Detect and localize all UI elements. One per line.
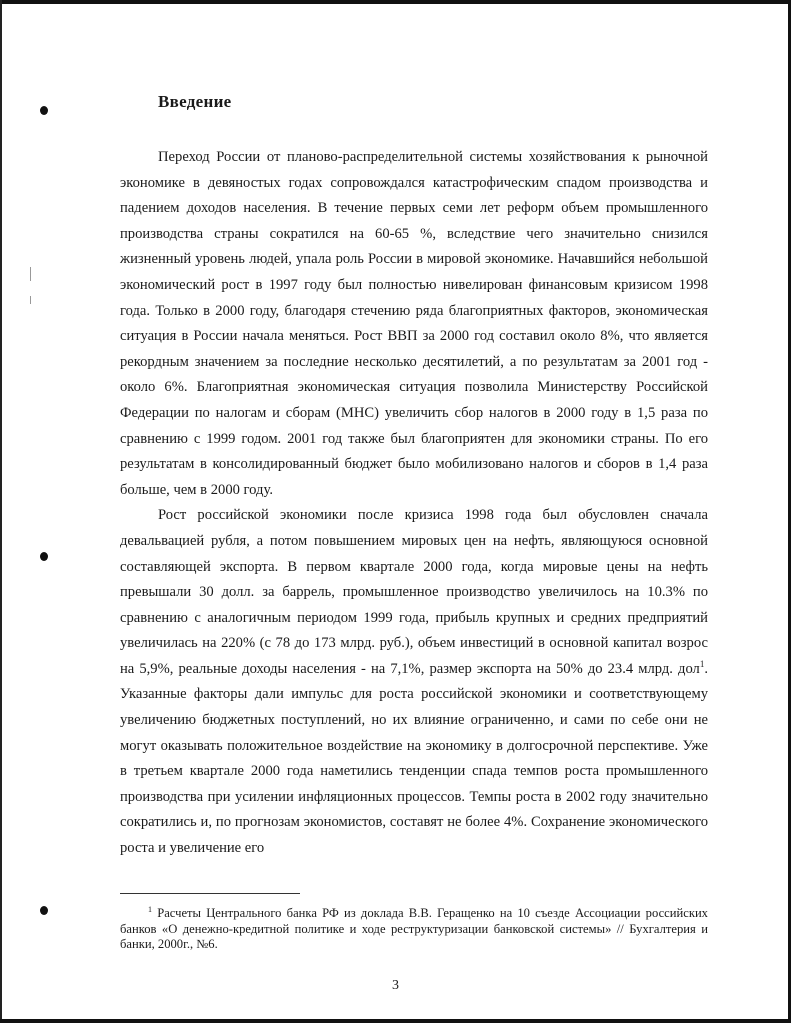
- punch-hole-mark: [40, 906, 48, 915]
- punch-hole-mark: [40, 552, 48, 561]
- paragraph-2-text-before-ref: Рост российской экономики после кризиса 1998 года был обусловлен сначала девальвацией рубля, а потом повышением мировых цен на нефть, являющуюся основной составляющей экспорта. В первом квартале 2000 года, когда мировые цены на нефть превышали 30 долл. за баррель, промышленное производство увеличилось на 10.3% по сравнению с аналогичным периодом 1999 года, прибыль крупных и средних предприятий увеличилась на 220% (с 78 до 173 млрд. руб.), объем инвестиций в основной капитал возрос на 5,9%, реальные доходы населения - на 7,1%, размер экспорта на 50% до 23.4 млрд. дол: [120, 507, 708, 677]
- footnote-reference[interactable]: 1: [699, 659, 705, 670]
- paragraph-1: [120, 145, 708, 503]
- footnote: [120, 906, 708, 953]
- scan-border-bottom: [0, 1019, 791, 1023]
- footnote-separator: [120, 893, 300, 894]
- scan-border-top: [0, 0, 791, 4]
- page-number: 3: [392, 978, 399, 993]
- paragraph-2: [120, 503, 708, 861]
- punch-hole-mark: [40, 106, 48, 115]
- scan-speck: [30, 296, 31, 304]
- footnote-marker: 1: [148, 904, 152, 914]
- body-text: [120, 145, 708, 862]
- page-title: Введение: [158, 92, 232, 111]
- footnote-text: Расчеты Центрального банка РФ из доклада В.В. Геращенко на 10 съезде Ассоциации российских банков «О денежно-кредитной политике и ходе реструктуризации банковской системы» // Бухгалтерия и банки, 2000г., №6.: [120, 906, 708, 951]
- paragraph-1-text: Переход России от планово-распределительной системы хозяйствования к рыночной экономике в девяностых годах сопровождался катастрофическим спадом производства и падением доходов населения. В течение первых семи лет реформ объем промышленного производства страны сократился на 60-65 %, вследствие чего значительно снизился жизненный уровень людей, упала роль России в мировой экономике. Начавшийся небольшой экономический рост в 1997 году был полностью нивелирован финансовым кризисом 1998 года. Только в 2000 году, благодаря стечению ряда благоприятных факторов, экономическая ситуация в России начала меняться. Рост ВВП за 2000 год составил около 8%, что является рекордным значением за последние несколько десятилетий, а по результатам за 2001 год - около 6%. Благоприятная экономическая ситуация позволила Министерству Российской Федерации по налогам и сборам (МНС) увеличить сбор налогов в 2000 году в 1,5 раза по сравнению с 1999 годом. 2001 год также был благоприятен для экономики страны. По его результатам в консолидированный бюджет было мобилизовано налогов и сборов в 1,4 раза больше, чем в 2000 году.: [120, 149, 708, 498]
- scan-border-left: [0, 0, 2, 1023]
- paragraph-2-text-after-ref: . Указанные факторы дали импульс для роста российской экономики и соответствующему увеличению бюджетных поступлений, но их влияние ограниченно, и сами по себе они не могут оказывать положительное воздействие на экономику в долгосрочной перспективе. Уже в третьем квартале 2000 года наметились тенденции спада темпов роста промышленного производства при усилении инфляционных процессов. Темпы роста в 2002 году значительно сократились и, по прогнозам экономистов, составят не более 4%. Сохранение экономического роста и увеличение его: [120, 660, 708, 857]
- scan-speck: [30, 267, 31, 281]
